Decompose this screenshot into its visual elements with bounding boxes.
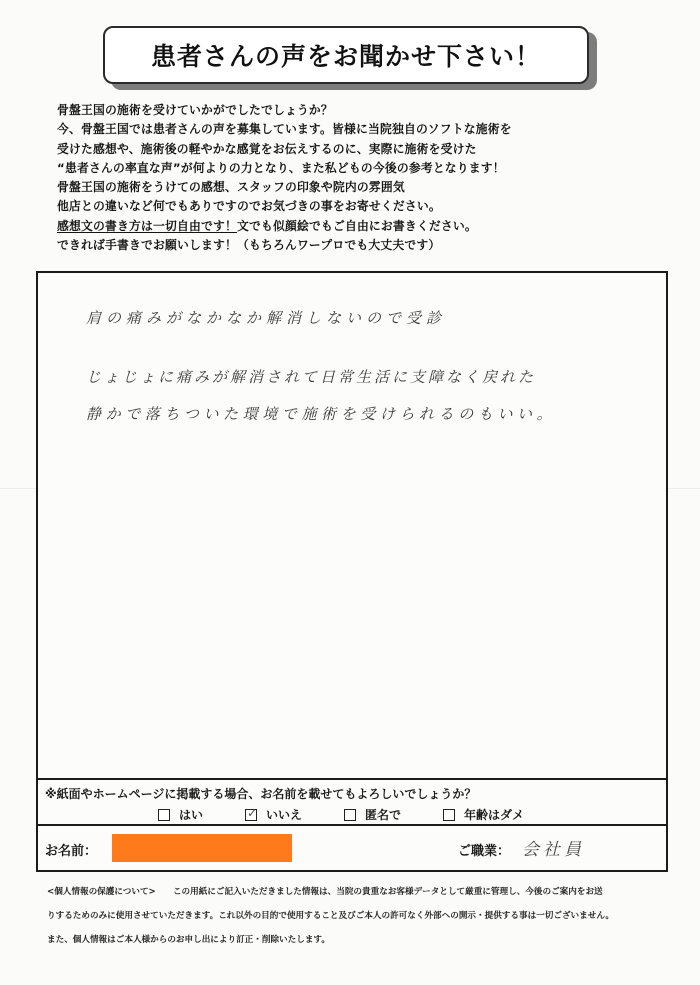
occupation-value[interactable]: 会社員 xyxy=(522,840,585,860)
consent-row xyxy=(38,778,666,824)
title-banner xyxy=(103,26,589,84)
name-redaction xyxy=(112,834,292,862)
name-label: お名前： xyxy=(45,844,98,859)
comment-writing-area[interactable] xyxy=(36,271,668,872)
privacy-line: りするためのみに使用させていただきます。これ以外の目的で使用すること及びご本人の許可なく外部への開示・提供する事は一切ございません。 xyxy=(47,911,615,921)
intro-line: できれば手書きでお願いします！（もちろんワープロでも大丈夫です） xyxy=(57,238,441,253)
option-label: 匿名で xyxy=(365,808,402,822)
privacy-line: <個人情報の保護について> この用紙にご記入いただきました情報は、当院の貴重なお客様データとして厳重に管理し、今後のご案内をお送 xyxy=(47,887,603,897)
handwritten-comment-line: 肩の痛みがなかなか解消しないので受診 xyxy=(86,309,447,327)
consent-option-anonymous[interactable] xyxy=(344,806,401,823)
option-label: いいえ xyxy=(266,808,303,822)
option-label: 年齢はダメ xyxy=(464,808,525,822)
intro-text xyxy=(57,101,657,255)
consent-option-no[interactable] xyxy=(245,806,302,823)
handwritten-comment-line: じょじょに痛みが解消されて日常生活に支障なく戻れた xyxy=(86,368,537,386)
privacy-notice xyxy=(47,880,667,952)
intro-line: 今、骨盤王国では患者さんの声を募集しています。皆様に当院独自のソフトな施術を xyxy=(57,122,512,137)
intro-line: 骨盤王国の施術を受けていかがでしたでしょうか？ xyxy=(57,103,333,117)
privacy-line: また、個人情報はご本人様からのお申し出により訂正・削除いたします。 xyxy=(47,935,330,945)
intro-line: “患者さんの率直な声”が何よりの力となり、また私どもの今後の参考となります！ xyxy=(57,160,505,175)
underlined-emphasis: 感想文の書き方は一切自由です！ xyxy=(57,218,237,233)
checkbox[interactable] xyxy=(443,809,455,821)
consent-options xyxy=(158,806,566,823)
checkbox[interactable] xyxy=(344,809,356,821)
consent-option-no-age[interactable] xyxy=(443,806,524,823)
consent-option-yes[interactable] xyxy=(158,806,203,823)
intro-line: 受けた感想や、施術後の軽やかな感覚をお伝えするのに、実際に施術を受けた xyxy=(57,141,477,156)
name-occupation-row xyxy=(38,824,666,870)
intro-line: 他店との違いなど何でもありですのでお気づきの事をお寄せください。 xyxy=(57,199,441,214)
check-mark-icon: ✓ xyxy=(247,805,258,820)
handwritten-comment-line: 静かで落ちついた環境で施術を受けられるのもいい。 xyxy=(86,405,557,423)
page-title: 患者さんの声をお聞かせ下さい！ xyxy=(150,42,541,71)
intro-line xyxy=(57,217,657,236)
intro-line-rest: 文でも似顔絵でもご自由にお書きください。 xyxy=(236,218,477,233)
occupation-label: ご職業： xyxy=(458,844,511,859)
intro-line: 骨盤王国の施術をうけての感想、スタッフの印象や院内の雰囲気 xyxy=(57,180,405,195)
option-label: はい xyxy=(179,808,204,822)
checkbox[interactable] xyxy=(158,809,170,821)
consent-question: ※紙面やホームページに掲載する場合、お名前を載せてもよろしいでしょうか？ xyxy=(45,787,477,801)
checkbox-checked[interactable] xyxy=(245,805,258,821)
